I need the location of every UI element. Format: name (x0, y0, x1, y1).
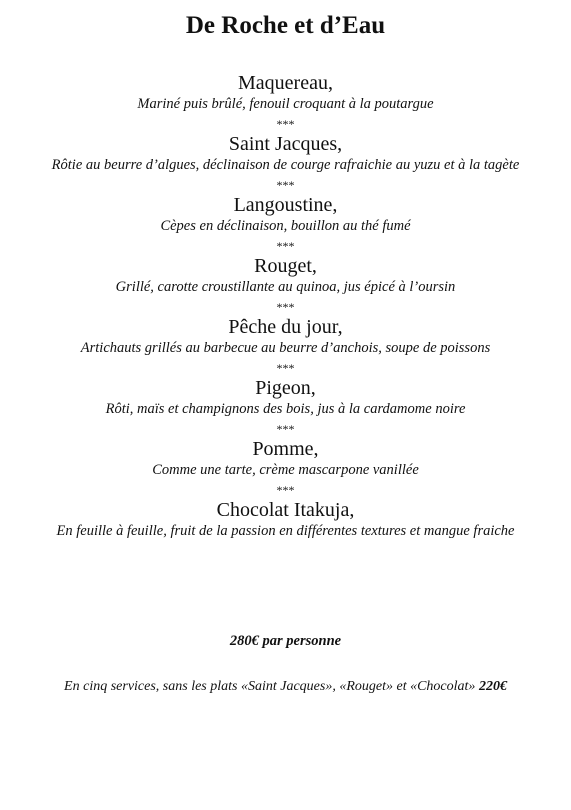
menu-price: 280€ par personne (229, 633, 342, 649)
course-description: Rôtie au beurre d’algues, déclinaison de courge rafraichie au yuzu et à la tagète (51, 157, 520, 173)
menu-note (0, 679, 571, 695)
menu-note-price: 220€ (478, 679, 507, 694)
course-description: Grillé, carotte croustillante au quinoa, jus épicé à l’oursin (115, 279, 456, 295)
course-name: Chocolat Itakuja, (216, 499, 355, 521)
course-description: Comme une tarte, crème mascarpone vanillée (152, 462, 419, 478)
menu-title: De Roche et d’Eau (185, 12, 386, 39)
course-peche-du-jour (0, 315, 571, 376)
course-pigeon (0, 376, 571, 437)
course-separator: *** (276, 239, 295, 253)
menu-note-text: En cinq services, sans les plats «Saint Jacques», «Rouget» et «Chocolat» (64, 679, 479, 694)
course-name: Langoustine, (233, 194, 338, 216)
course-separator: *** (276, 422, 295, 436)
course-pomme (0, 437, 571, 498)
course-name: Pigeon, (255, 377, 316, 399)
course-separator: *** (276, 361, 295, 375)
course-name: Maquereau, (238, 72, 333, 94)
course-separator: *** (276, 483, 295, 497)
course-separator: *** (276, 178, 295, 192)
course-list (0, 71, 571, 541)
course-saint-jacques (0, 132, 571, 193)
course-name: Pomme, (252, 438, 319, 460)
course-description: Mariné puis brûlé, fenouil croquant à la poutargue (137, 96, 434, 112)
course-name: Pêche du jour, (228, 316, 343, 338)
course-separator: *** (276, 300, 295, 314)
course-langoustine (0, 193, 571, 254)
course-description: Rôti, maïs et champignons des bois, jus à la cardamome noire (105, 401, 466, 417)
course-maquereau (0, 71, 571, 132)
course-chocolat-itakuja (0, 498, 571, 541)
course-name: Saint Jacques, (228, 133, 343, 155)
course-description: Cèpes en déclinaison, bouillon au thé fumé (160, 218, 411, 234)
course-name: Rouget, (254, 255, 317, 277)
course-separator: *** (276, 117, 295, 131)
course-description: En feuille à feuille, fruit de la passion en différentes textures et mangue fraiche (56, 523, 515, 539)
course-description: Artichauts grillés au barbecue au beurre d’anchois, soupe de poissons (80, 340, 491, 356)
course-rouget (0, 254, 571, 315)
